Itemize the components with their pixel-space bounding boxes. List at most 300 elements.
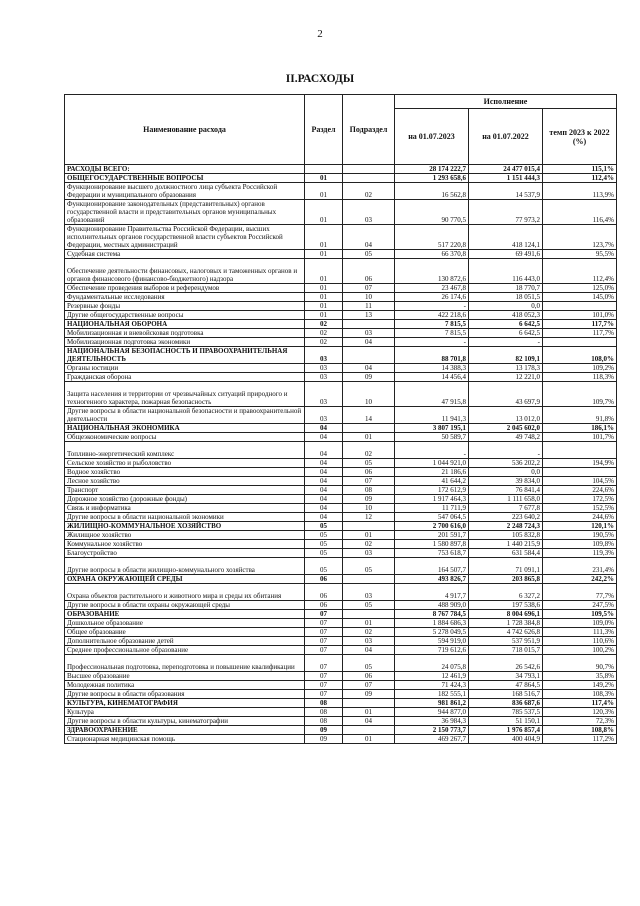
cell-name: Дополнительное образование детей [65,637,305,646]
cell-section: 05 [305,558,343,575]
table-row [65,407,617,424]
cell-value-2022: 2 045 602,0 [469,424,543,433]
cell-subsection: 06 [343,672,395,681]
cell-rate: 104,5% [543,477,617,486]
cell-subsection: 03 [343,200,395,225]
cell-subsection: 05 [343,250,395,259]
table-row [65,610,617,619]
cell-rate: 109,8% [543,540,617,549]
cell-value-2022: 418 052,3 [469,311,543,320]
cell-section: 04 [305,513,343,522]
cell-rate: 117,4% [543,699,617,708]
cell-value-2023: 26 174,6 [395,293,469,302]
cell-subsection: 02 [343,540,395,549]
cell-rate: 190,5% [543,531,617,540]
cell-value-2023: 3 807 195,1 [395,424,469,433]
cell-value-2023: 517 220,8 [395,225,469,250]
cell-value-2023: 422 218,6 [395,311,469,320]
cell-value-2022: 1 728 384,8 [469,619,543,628]
cell-rate: 108,0% [543,347,617,364]
cell-subsection: 01 [343,433,395,442]
cell-section: 03 [305,373,343,382]
cell-subsection: 02 [343,628,395,637]
cell-value-2022: 71 091,1 [469,558,543,575]
cell-value-2022: 785 537,5 [469,708,543,717]
cell-name: Мобилизационная подготовка экономики [65,338,305,347]
cell-section: 07 [305,681,343,690]
cell-name: Дошкольное образование [65,619,305,628]
table-row [65,364,617,373]
cell-subsection: 10 [343,382,395,407]
table-row [65,200,617,225]
cell-section: 06 [305,584,343,601]
header-section: Раздел [305,95,343,165]
cell-subsection: 08 [343,486,395,495]
cell-rate: 244,6% [543,513,617,522]
cell-value-2022: 1 111 658,0 [469,495,543,504]
cell-section: 07 [305,690,343,699]
cell-rate: 109,7% [543,382,617,407]
cell-subsection [343,610,395,619]
cell-name: ЖИЛИЩНО-КОММУНАЛЬНОЕ ХОЗЯЙСТВО [65,522,305,531]
cell-rate: 72,3% [543,717,617,726]
cell-value-2023: - [395,338,469,347]
cell-rate: 109,5% [543,610,617,619]
cell-subsection: 07 [343,284,395,293]
cell-value-2023: 16 562,8 [395,183,469,200]
table-body [65,165,617,744]
cell-section: 01 [305,225,343,250]
cell-section: 04 [305,495,343,504]
cell-section: 02 [305,320,343,329]
cell-section: 01 [305,183,343,200]
cell-name: Молодежная политика [65,681,305,690]
cell-value-2022: 400 404,9 [469,735,543,744]
cell-name: НАЦИОНАЛЬНАЯ ОБОРОНА [65,320,305,329]
cell-name: Функционирование законодательных (представительных) органов государственной власти и представительных органов муниципальных образований [65,200,305,225]
cell-value-2022: 51 150,1 [469,717,543,726]
cell-value-2022: 13 012,0 [469,407,543,424]
cell-rate: 120,1% [543,522,617,531]
cell-subsection: 11 [343,302,395,311]
cell-rate: 100,2% [543,646,617,655]
table-row [65,338,617,347]
cell-value-2022: 0,0 [469,468,543,477]
cell-value-2023: 547 064,5 [395,513,469,522]
cell-subsection [343,726,395,735]
cell-subsection: 01 [343,531,395,540]
cell-section: 01 [305,200,343,225]
header-date-2022: на 01.07.2022 [469,109,543,165]
cell-value-2022: 1 440 215,9 [469,540,543,549]
cell-subsection: 01 [343,619,395,628]
cell-value-2023: 4 917,7 [395,584,469,601]
table-row [65,225,617,250]
cell-value-2023: 944 877,0 [395,708,469,717]
cell-value-2023: 201 591,7 [395,531,469,540]
table-row [65,183,617,200]
cell-value-2023: 71 424,3 [395,681,469,690]
header-date-2023: на 01.07.2023 [395,109,469,165]
cell-value-2022: 536 202,2 [469,459,543,468]
cell-rate: 101,7% [543,433,617,442]
cell-name: НАЦИОНАЛЬНАЯ БЕЗОПАСНОСТЬ И ПРАВООХРАНИТЕЛЬНАЯ ДЕЯТЕЛЬНОСТЬ [65,347,305,364]
cell-name: Другие вопросы в области национальной экономики [65,513,305,522]
cell-value-2023: 50 589,7 [395,433,469,442]
cell-name: Среднее профессиональное образование [65,646,305,655]
cell-name: ОБРАЗОВАНИЕ [65,610,305,619]
cell-rate: 224,6% [543,486,617,495]
cell-subsection: 06 [343,259,395,284]
cell-value-2023: - [395,442,469,459]
cell-value-2023: 36 984,3 [395,717,469,726]
cell-name: Высшее образование [65,672,305,681]
cell-section: 04 [305,477,343,486]
cell-value-2023: 1 884 686,3 [395,619,469,628]
cell-section: 07 [305,619,343,628]
cell-rate: 109,0% [543,619,617,628]
cell-section: 05 [305,540,343,549]
cell-rate: 113,9% [543,183,617,200]
table-row [65,320,617,329]
cell-rate: 149,2% [543,681,617,690]
cell-name: Другие общегосударственные вопросы [65,311,305,320]
table-row [65,468,617,477]
cell-section: 08 [305,708,343,717]
cell-rate: 145,0% [543,293,617,302]
cell-value-2022: 12 221,0 [469,373,543,382]
table-row [65,424,617,433]
cell-value-2022: 13 178,3 [469,364,543,373]
cell-value-2022: 197 538,6 [469,601,543,610]
table-row [65,601,617,610]
cell-subsection [343,699,395,708]
cell-subsection: 03 [343,549,395,558]
cell-name: ЗДРАВООХРАНЕНИЕ [65,726,305,735]
table-row [65,302,617,311]
cell-value-2023: 7 815,5 [395,329,469,338]
cell-name: Общеэкономические вопросы [65,433,305,442]
cell-section: 01 [305,302,343,311]
cell-value-2023: 11 711,9 [395,504,469,513]
cell-name: Профессиональная подготовка, переподготовка и повышение квалификации [65,655,305,672]
cell-name: Связь и информатика [65,504,305,513]
expenditure-table [64,94,617,744]
cell-subsection: 14 [343,407,395,424]
cell-section: 08 [305,717,343,726]
cell-name: Лесное хозяйство [65,477,305,486]
table-row [65,690,617,699]
cell-value-2023: 14 388,3 [395,364,469,373]
cell-value-2023: 88 701,8 [395,347,469,364]
cell-subsection: 10 [343,504,395,513]
cell-name: Дорожное хозяйство (дорожные фонды) [65,495,305,504]
cell-value-2022: 7 677,8 [469,504,543,513]
cell-value-2023: 41 644,2 [395,477,469,486]
cell-name: Функционирование Правительства Российской Федерации, высших исполнительных органов государственной власти субъектов Российской Федерации, местных администраций [65,225,305,250]
table-row [65,672,617,681]
cell-section [305,165,343,174]
cell-value-2023: 1 293 658,6 [395,174,469,183]
cell-value-2022: 223 640,2 [469,513,543,522]
cell-rate: 242,2% [543,575,617,584]
cell-subsection: 05 [343,601,395,610]
cell-value-2022: - [469,338,543,347]
cell-value-2022: 0,0 [469,302,543,311]
cell-rate: 77,7% [543,584,617,601]
cell-section: 05 [305,549,343,558]
cell-subsection: 03 [343,329,395,338]
cell-name: Охрана объектов растительного и животного мира и среды их обитания [65,584,305,601]
cell-subsection: 04 [343,364,395,373]
cell-value-2022: 631 584,4 [469,549,543,558]
cell-value-2022: 14 537,9 [469,183,543,200]
table-row [65,347,617,364]
cell-subsection [343,165,395,174]
cell-section: 03 [305,364,343,373]
table-row [65,655,617,672]
table-row [65,681,617,690]
page-number: 2 [317,28,323,40]
cell-value-2022: 836 687,6 [469,699,543,708]
cell-subsection: 12 [343,513,395,522]
cell-section: 03 [305,407,343,424]
cell-section: 05 [305,522,343,531]
cell-value-2023: 981 861,2 [395,699,469,708]
cell-rate: 118,3% [543,373,617,382]
cell-value-2023: 11 941,3 [395,407,469,424]
cell-value-2022: 1 151 444,3 [469,174,543,183]
cell-value-2023: 164 507,7 [395,558,469,575]
cell-subsection: 07 [343,477,395,486]
table-row [65,284,617,293]
table-row [65,717,617,726]
table-row [65,584,617,601]
cell-name: НАЦИОНАЛЬНАЯ ЭКОНОМИКА [65,424,305,433]
table-row [65,174,617,183]
cell-section: 04 [305,468,343,477]
table-row [65,442,617,459]
cell-section: 03 [305,347,343,364]
cell-name: Общее образование [65,628,305,637]
cell-rate: 117,2% [543,735,617,744]
cell-section: 01 [305,250,343,259]
cell-rate: 247,5% [543,601,617,610]
cell-subsection [343,575,395,584]
cell-value-2023: 719 612,6 [395,646,469,655]
table-row [65,165,617,174]
cell-rate: 115,1% [543,165,617,174]
cell-value-2023: 1 044 921,0 [395,459,469,468]
table-row [65,259,617,284]
cell-rate: 110,6% [543,637,617,646]
cell-subsection: 03 [343,584,395,601]
cell-name: Обеспечение проведения выборов и референдумов [65,284,305,293]
cell-value-2023: 28 174 222,7 [395,165,469,174]
cell-name: Другие вопросы в области охраны окружающей среды [65,601,305,610]
cell-value-2023: - [395,302,469,311]
cell-rate: 90,7% [543,655,617,672]
cell-name: ОБЩЕГОСУДАРСТВЕННЫЕ ВОПРОСЫ [65,174,305,183]
table-row [65,549,617,558]
cell-section: 05 [305,531,343,540]
cell-section: 03 [305,382,343,407]
cell-section: 07 [305,610,343,619]
cell-rate [543,302,617,311]
cell-rate: 172,5% [543,495,617,504]
cell-value-2022: 69 491,6 [469,250,543,259]
cell-rate: 186,1% [543,424,617,433]
cell-value-2022: 18 051,5 [469,293,543,302]
table-row [65,329,617,338]
cell-name: Защита населения и территории от чрезвычайных ситуаций природного и техногенного характера, пожарная безопасность [65,382,305,407]
cell-section: 06 [305,575,343,584]
table-row [65,522,617,531]
cell-subsection: 01 [343,735,395,744]
cell-value-2023: 21 186,6 [395,468,469,477]
cell-name: Фундаментальные исследования [65,293,305,302]
cell-rate: 95,5% [543,250,617,259]
cell-subsection: 05 [343,459,395,468]
cell-name: Стационарная медицинская помощь [65,735,305,744]
cell-rate: 120,3% [543,708,617,717]
cell-value-2022: 105 832,8 [469,531,543,540]
cell-value-2022: 537 951,9 [469,637,543,646]
table-row [65,726,617,735]
cell-subsection [343,320,395,329]
cell-section: 08 [305,699,343,708]
cell-section: 04 [305,442,343,459]
cell-name: Другие вопросы в области жилищно-коммунального хозяйства [65,558,305,575]
cell-name: Коммунальное хозяйство [65,540,305,549]
cell-value-2022: 34 793,1 [469,672,543,681]
cell-value-2022: 77 973,2 [469,200,543,225]
cell-subsection: 09 [343,495,395,504]
cell-value-2023: 14 456,4 [395,373,469,382]
cell-value-2022: 1 976 857,4 [469,726,543,735]
cell-section: 07 [305,672,343,681]
cell-subsection: 04 [343,338,395,347]
cell-rate [543,338,617,347]
cell-subsection [343,424,395,433]
cell-value-2022: 718 015,7 [469,646,543,655]
cell-section: 09 [305,726,343,735]
cell-rate: 123,7% [543,225,617,250]
cell-subsection: 04 [343,646,395,655]
cell-name: Жилищное хозяйство [65,531,305,540]
cell-subsection: 06 [343,468,395,477]
table-row [65,575,617,584]
cell-name: Другие вопросы в области культуры, кинематографии [65,717,305,726]
cell-name: Другие вопросы в области национальной безопасности и правоохранительной деятельности [65,407,305,424]
cell-subsection [343,174,395,183]
cell-subsection [343,522,395,531]
cell-name: Культура [65,708,305,717]
cell-subsection: 09 [343,690,395,699]
header-rate: темп 2023 к 2022 (%) [543,109,617,165]
cell-section: 01 [305,311,343,320]
cell-value-2023: 7 815,5 [395,320,469,329]
cell-value-2022: 2 248 724,3 [469,522,543,531]
cell-rate: 152,5% [543,504,617,513]
cell-rate: 112,4% [543,174,617,183]
cell-value-2022: 82 109,1 [469,347,543,364]
cell-subsection: 02 [343,183,395,200]
cell-rate: 91,8% [543,407,617,424]
cell-subsection: 05 [343,558,395,575]
cell-value-2022: 6 327,2 [469,584,543,601]
cell-rate: 108,3% [543,690,617,699]
table-row [65,699,617,708]
table-row [65,531,617,540]
cell-value-2023: 5 278 049,5 [395,628,469,637]
cell-rate: 117,7% [543,329,617,338]
table-row [65,459,617,468]
cell-name: Благоустройство [65,549,305,558]
cell-name: Органы юстиции [65,364,305,373]
table-row [65,735,617,744]
cell-name: Функционирование высшего должностного лица субъекта Российской Федерации и муниципального образования [65,183,305,200]
cell-rate: 112,4% [543,259,617,284]
cell-section: 02 [305,338,343,347]
cell-rate: 111,3% [543,628,617,637]
cell-value-2023: 12 461,9 [395,672,469,681]
cell-rate: 101,0% [543,311,617,320]
cell-value-2023: 90 770,5 [395,200,469,225]
cell-value-2022: 203 865,8 [469,575,543,584]
cell-value-2023: 469 267,7 [395,735,469,744]
table-row [65,708,617,717]
cell-value-2023: 66 370,8 [395,250,469,259]
cell-value-2022: 24 477 015,4 [469,165,543,174]
cell-rate: 117,7% [543,320,617,329]
cell-rate: 108,8% [543,726,617,735]
cell-subsection: 01 [343,708,395,717]
cell-rate: 231,4% [543,558,617,575]
cell-section: 04 [305,459,343,468]
cell-name: Водное хозяйство [65,468,305,477]
cell-value-2023: 47 915,8 [395,382,469,407]
cell-section: 01 [305,174,343,183]
cell-section: 04 [305,433,343,442]
table-row [65,433,617,442]
table-row [65,486,617,495]
cell-value-2023: 753 618,7 [395,549,469,558]
cell-rate [543,442,617,459]
cell-subsection: 02 [343,442,395,459]
cell-name: Топливно-энергетический комплекс [65,442,305,459]
cell-value-2022: 76 841,4 [469,486,543,495]
table-row [65,477,617,486]
cell-name: Резервные фонды [65,302,305,311]
cell-value-2023: 182 555,1 [395,690,469,699]
cell-subsection: 04 [343,717,395,726]
cell-value-2022: 8 004 696,1 [469,610,543,619]
table-row [65,637,617,646]
table-row [65,646,617,655]
cell-section: 01 [305,284,343,293]
table-row [65,504,617,513]
cell-value-2023: 1 580 897,8 [395,540,469,549]
cell-rate [543,468,617,477]
cell-value-2022: 43 697,9 [469,382,543,407]
cell-value-2023: 488 909,0 [395,601,469,610]
cell-rate: 119,3% [543,549,617,558]
cell-name: КУЛЬТУРА, КИНЕМАТОГРАФИЯ [65,699,305,708]
cell-section: 07 [305,637,343,646]
cell-value-2023: 1 917 464,3 [395,495,469,504]
header-subsection: Подраздел [343,95,395,165]
